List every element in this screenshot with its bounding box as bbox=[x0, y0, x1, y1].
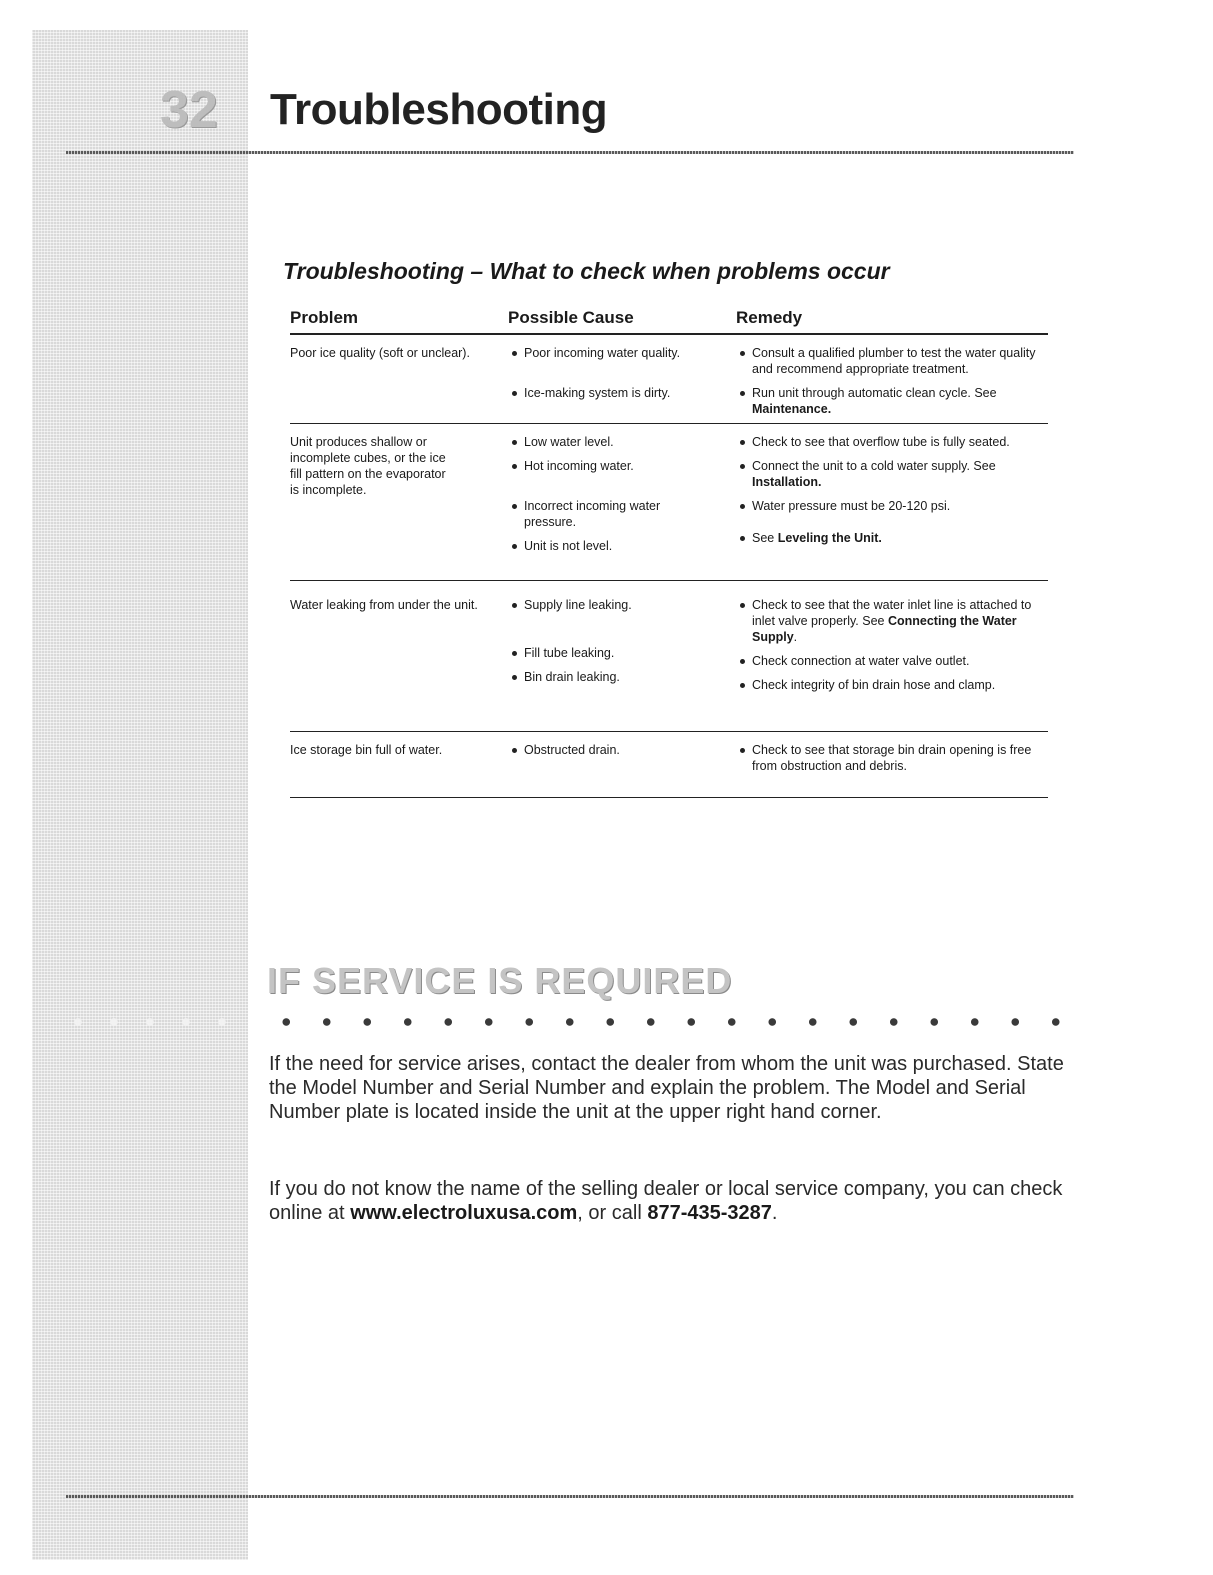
remedy-item: Run unit through automatic clean cycle. See Maintenance. bbox=[738, 385, 1048, 417]
header-problem: Problem bbox=[290, 308, 359, 327]
header-cause: Possible Cause bbox=[508, 308, 634, 327]
service-paragraph-1: If the need for service arises, contact the dealer from whom the unit was purchased. State the Model Number and Serial Number and explain the problem. The Model and Serial Number plate is located inside the unit at the upper right hand corner. bbox=[269, 1053, 1064, 1123]
cause-item: Ice-making system is dirty. bbox=[510, 385, 736, 401]
remedy-cell bbox=[736, 732, 1048, 797]
footer-rule bbox=[66, 1495, 1074, 1498]
phone-number: 877-435-3287 bbox=[647, 1202, 772, 1224]
problem-cell: Water leaking from under the unit. bbox=[290, 598, 478, 612]
cause-item: Bin drain leaking. bbox=[510, 669, 736, 685]
header-remedy: Remedy bbox=[736, 308, 803, 327]
service-paragraph-2: If you do not know the name of the selling dealer or local service company, you can check online at www.electroluxusa.com, or call 877-435-3287. bbox=[269, 1178, 1063, 1224]
website-link[interactable]: www.electroluxusa.com bbox=[350, 1202, 578, 1224]
problem-cell: Poor ice quality (soft or unclear). bbox=[290, 346, 470, 360]
cause-cell bbox=[508, 581, 736, 731]
table-row bbox=[290, 581, 1048, 732]
remedy-cell bbox=[736, 335, 1048, 423]
remedy-item: Check integrity of bin drain hose and clamp. bbox=[738, 677, 1048, 693]
decorative-side-band bbox=[32, 30, 248, 1560]
remedy-cell bbox=[736, 424, 1048, 580]
remedy-item: Check connection at water valve outlet. bbox=[738, 653, 1048, 669]
cause-item: Low water level. bbox=[510, 434, 736, 450]
cause-item: Poor incoming water quality. bbox=[510, 345, 736, 361]
cause-cell bbox=[508, 335, 736, 423]
table-header bbox=[290, 305, 1048, 335]
cause-item: Supply line leaking. bbox=[510, 597, 736, 613]
problem-cell: Ice storage bin full of water. bbox=[290, 743, 443, 757]
cause-item: Incorrect incoming water pressure. bbox=[510, 498, 736, 530]
cause-item: Fill tube leaking. bbox=[510, 645, 736, 661]
remedy-cell bbox=[736, 581, 1048, 731]
page-title: Troubleshooting bbox=[270, 85, 608, 134]
table-row bbox=[290, 335, 1048, 424]
problem-cell: Unit produces shallow or incomplete cubes, or the ice fill pattern on the evaporator is incomplete. bbox=[290, 435, 446, 497]
table-row bbox=[290, 732, 1048, 798]
remedy-item: Check to see that the water inlet line is attached to inlet valve properly. See Connecting the Water Supply. bbox=[738, 597, 1048, 645]
table-row bbox=[290, 424, 1048, 581]
header-rule bbox=[66, 151, 1074, 154]
troubleshooting-table bbox=[290, 305, 1048, 798]
decorative-dots-left bbox=[60, 1016, 240, 1028]
cause-cell bbox=[508, 732, 736, 797]
cause-item: Obstructed drain. bbox=[510, 742, 736, 758]
remedy-item: Water pressure must be 20-120 psi. bbox=[738, 498, 1048, 514]
decorative-dot-divider bbox=[266, 1016, 1076, 1028]
remedy-item: See Leveling the Unit. bbox=[738, 530, 1048, 546]
troubleshooting-heading: Troubleshooting – What to check when problems occur bbox=[283, 258, 890, 284]
remedy-item: Connect the unit to a cold water supply. See Installation. bbox=[738, 458, 1048, 490]
remedy-item: Check to see that overflow tube is fully seated. bbox=[738, 434, 1048, 450]
cause-item: Hot incoming water. bbox=[510, 458, 736, 474]
service-heading: IF SERVICE IS REQUIRED bbox=[267, 960, 733, 1001]
page-number: 32 bbox=[160, 81, 218, 139]
remedy-item: Check to see that storage bin drain opening is free from obstruction and debris. bbox=[738, 742, 1048, 774]
remedy-item: Consult a qualified plumber to test the water quality and recommend appropriate treatment. bbox=[738, 345, 1048, 377]
cause-cell bbox=[508, 424, 736, 580]
cause-item: Unit is not level. bbox=[510, 538, 736, 554]
